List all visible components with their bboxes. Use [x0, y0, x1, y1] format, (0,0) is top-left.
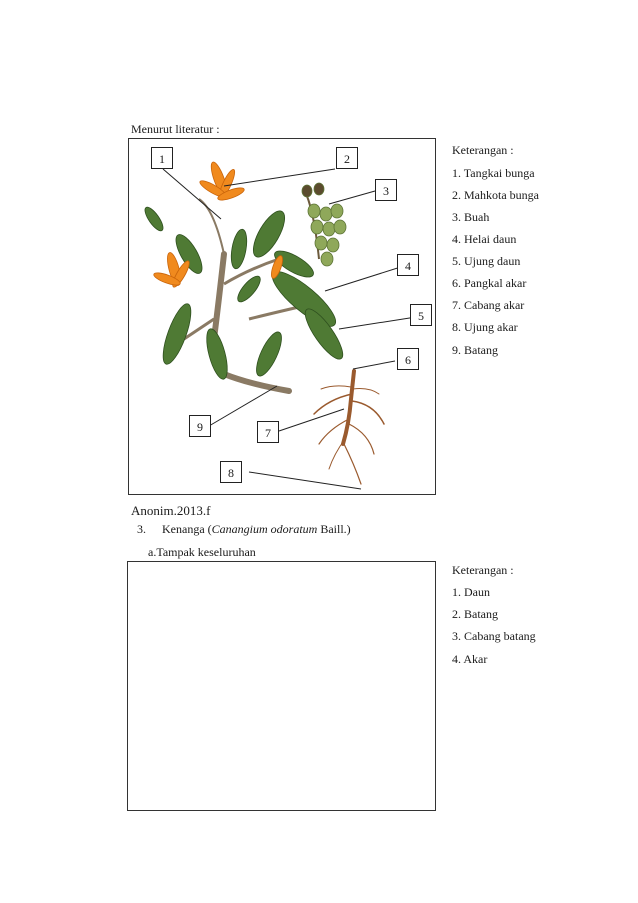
callout-1: 1	[151, 147, 173, 169]
figure-caption: Anonim.2013.f	[131, 503, 211, 518]
legend-item: 4. Akar	[452, 652, 488, 666]
legend-item: 3. Cabang batang	[452, 629, 536, 643]
callout-3: 3	[375, 179, 397, 201]
legend-item: 7. Cabang akar	[452, 298, 525, 312]
subheading: a.Tampak keseluruhan	[148, 545, 256, 559]
legend-item: 9. Batang	[452, 343, 498, 357]
callout-6: 6	[397, 348, 419, 370]
callout-9: 9	[189, 415, 211, 437]
callout-5: 5	[410, 304, 432, 326]
legend-item: 2. Mahkota bunga	[452, 188, 539, 202]
intro-text: Menurut literatur :	[131, 122, 220, 136]
legend-item: 1. Daun	[452, 585, 490, 599]
callout-2: 2	[336, 147, 358, 169]
legend-item: 5. Ujung daun	[452, 254, 521, 268]
heading-name: Kenanga (	[162, 522, 212, 536]
section-heading	[137, 522, 351, 537]
legend-item: 8. Ujung akar	[452, 320, 518, 334]
legend-item: 2. Batang	[452, 607, 498, 621]
heading-author: Baill.)	[317, 522, 351, 536]
legend-item: 3. Buah	[452, 210, 490, 224]
legend-title-2: Keterangan :	[452, 563, 514, 577]
callout-4: 4	[397, 254, 419, 276]
callout-8: 8	[220, 461, 242, 483]
legend-item: 6. Pangkal akar	[452, 276, 527, 290]
legend-item: 1. Tangkai bunga	[452, 166, 535, 180]
heading-latin: Canangium odoratum	[211, 522, 318, 536]
callout-7: 7	[257, 421, 279, 443]
plant-figure-frame	[128, 138, 436, 495]
empty-image-frame	[127, 561, 436, 811]
heading-number: 3.	[137, 522, 146, 536]
legend-item: 4. Helai daun	[452, 232, 517, 246]
legend-title-1: Keterangan :	[452, 143, 514, 157]
